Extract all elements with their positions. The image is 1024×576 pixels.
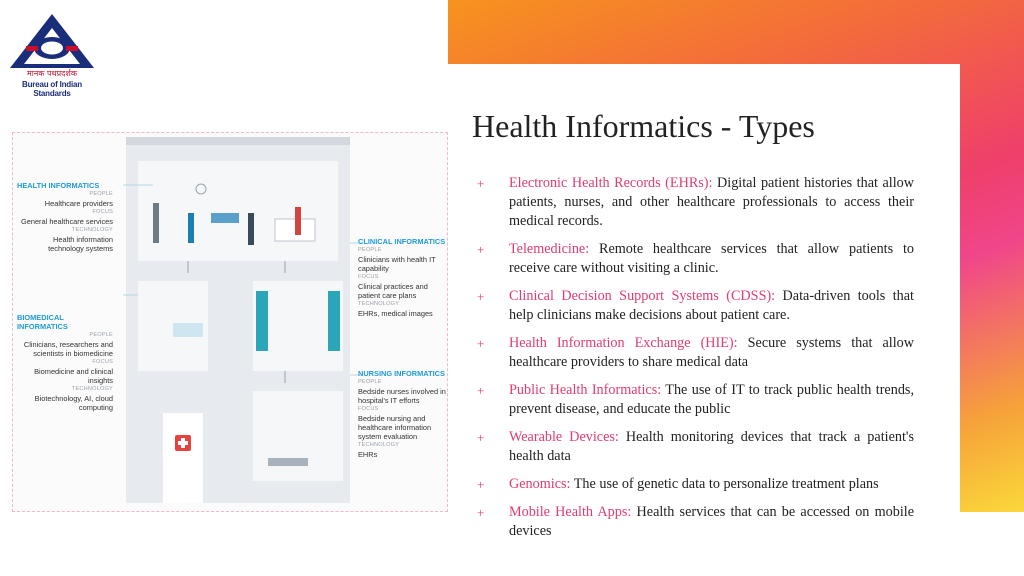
logo-caption-english: Bureau of Indian Standards: [22, 80, 82, 98]
bis-emblem-icon: [4, 12, 100, 72]
clinical-informatics-label: CLINICAL INFORMATICS PEOPLE Clinicians with health IT capability FOCUS Clinical practices and patient care plans TECHNOLOGY EHRs, medical images: [358, 237, 446, 318]
type-description: Data-driven tools that help clinicians make decisions about patient care.: [509, 288, 914, 323]
health-informatics-infographic: [12, 132, 448, 512]
type-description: Health services that can be accessed on mobile devices: [509, 504, 915, 539]
list-item: [477, 428, 914, 466]
plus-icon: +: [477, 289, 485, 304]
health-informatics-label: HEALTH INFORMATICS PEOPLE Healthcare providers FOCUS General healthcare services TECHNOLOGY Health information technology systems: [17, 181, 113, 253]
plus-icon: +: [477, 242, 485, 257]
type-description: Remote healthcare services that allow patients to receive care without visiting a clinic.: [509, 241, 914, 276]
types-list: [477, 174, 914, 550]
type-description: The use of IT to track public health trends, prevent disease, and educate the public: [509, 382, 914, 417]
type-term: Mobile Health Apps:: [509, 504, 632, 520]
logo-caption-hindi: मानक पथप्रदर्शक: [26, 69, 78, 78]
bis-logo: [4, 12, 100, 98]
plus-icon: +: [477, 176, 485, 191]
list-item: [477, 381, 914, 419]
type-description: Secure systems that allow healthcare providers to share medical data: [509, 335, 915, 370]
type-term: Electronic Health Records (EHRs):: [509, 175, 713, 191]
type-term: Telemedicine:: [509, 241, 590, 257]
list-item: [477, 240, 914, 278]
type-term: Health Information Exchange (HIE):: [509, 335, 738, 351]
type-term: Wearable Devices:: [509, 429, 619, 445]
list-item: [477, 334, 914, 372]
slide-title: Health Informatics - Types: [472, 108, 815, 144]
type-description: The use of genetic data to personalize treatment plans: [570, 476, 879, 492]
type-description: Digital patient histories that allow patients, nurses, and other healthcare professionals to access their medical records.: [509, 175, 915, 229]
list-item: [477, 174, 914, 231]
plus-icon: +: [477, 336, 485, 351]
list-item: [477, 475, 914, 494]
type-term: Genomics:: [509, 476, 571, 492]
type-description: Health monitoring devices that track a patient's health data: [509, 429, 914, 464]
plus-icon: +: [477, 505, 485, 520]
plus-icon: +: [477, 383, 485, 398]
type-term: Public Health Informatics:: [509, 382, 662, 398]
nursing-informatics-label: NURSING INFORMATICS PEOPLE Bedside nurses involved in hospital's IT efforts FOCUS Bedside nursing and healthcare information system evaluation TECHNOLOGY EHRs: [358, 369, 446, 459]
list-item: [477, 503, 914, 541]
biomedical-informatics-label: BIOMEDICAL INFORMATICS PEOPLE Clinicians, researchers and scientists in biomedicine FOCUS Biomedicine and clinical insights TECHNOLOGY Biotechnology, AI, cloud computing: [17, 313, 113, 412]
plus-icon: +: [477, 430, 485, 445]
plus-icon: +: [477, 477, 485, 492]
type-term: Clinical Decision Support Systems (CDSS):: [509, 288, 776, 304]
list-item: [477, 287, 914, 325]
